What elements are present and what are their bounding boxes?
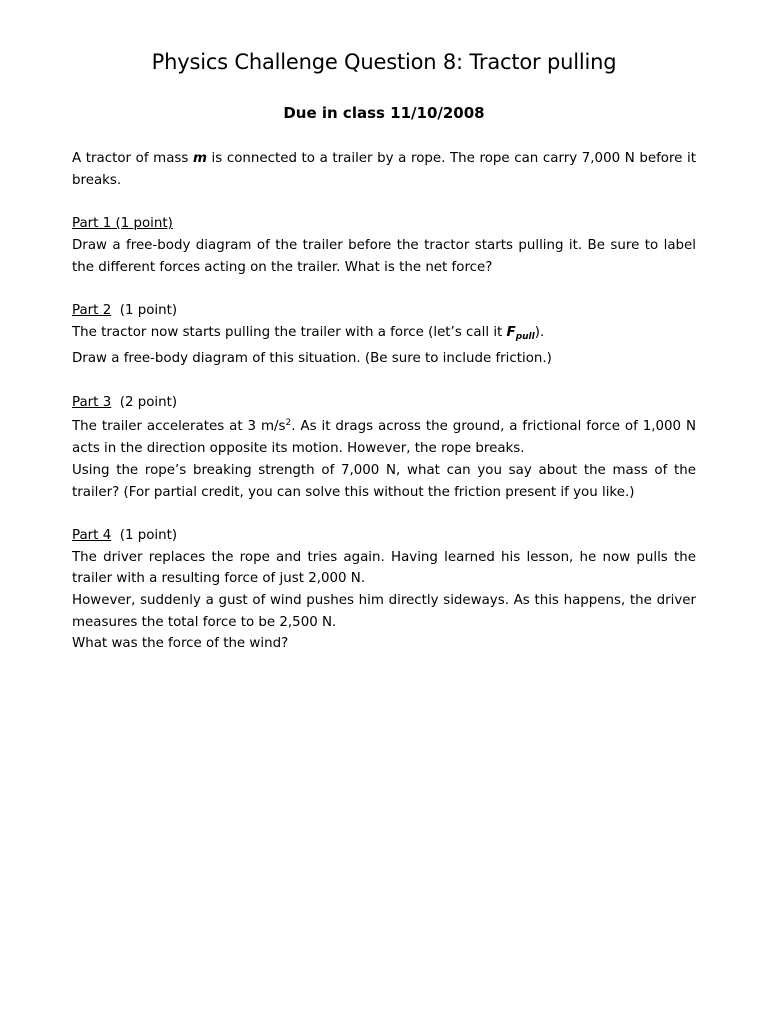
- spacer: [72, 278, 696, 300]
- part2-heading-text: Part 2: [72, 302, 112, 318]
- part2-line2: Draw a free-body diagram of this situation. (Be sure to include friction.): [72, 351, 552, 367]
- document-body: [72, 148, 696, 655]
- due-date: Due in class 11/10/2008: [283, 104, 485, 122]
- squared-superscript: 2: [285, 418, 292, 429]
- part4-heading-text: Part 4: [72, 527, 112, 543]
- mass-variable: m: [192, 151, 207, 166]
- spacer: [72, 370, 696, 392]
- part4-line2: However, suddenly a gust of wind pushes him directly sideways. As this happens, the driver measures the total force to be 2,500 N.: [72, 593, 696, 630]
- part3-line1: [72, 413, 696, 459]
- intro-paragraph: [72, 148, 696, 191]
- spacer: [72, 503, 696, 525]
- part3-line1-post: . As it drags across the ground, a frictional force of 1,000 N acts in the direction opposite its motion. However, the rope breaks.: [72, 419, 696, 457]
- force-subscript: pull: [515, 331, 535, 342]
- part1-heading-text: Part 1 (1 point): [72, 216, 173, 232]
- part2-line1: [72, 322, 696, 349]
- part2-heading: [72, 300, 696, 322]
- part2-line1-post: ).: [534, 324, 545, 340]
- part3-points: (2 point): [111, 394, 178, 410]
- part1-text: Draw a free-body diagram of the trailer before the tractor starts pulling it. Be sure to label the different forces acting on the trailer. What is the net force?: [72, 237, 696, 275]
- part4-line3: What was the force of the wind?: [72, 636, 289, 652]
- intro-text-post: is connected to a trailer by a rope. The rope can carry 7,000 N before it breaks.: [72, 151, 696, 188]
- part1-heading: [72, 213, 696, 235]
- part3-line2: Using the rope’s breaking strength of 7,000 N, what can you say about the mass of the trailer? (For partial credit, you can solve this without the friction present if you like.): [72, 462, 696, 500]
- part2-points: (1 point): [111, 302, 178, 318]
- part3-heading-text: Part 3: [72, 394, 112, 410]
- part4-heading: [72, 525, 696, 547]
- intro-text-pre: A tractor of mass: [72, 151, 193, 166]
- part4-points: (1 point): [111, 527, 178, 543]
- part3-heading: [72, 392, 696, 414]
- spacer: [72, 191, 696, 213]
- page-title: Physics Challenge Question 8: Tractor pulling: [151, 50, 617, 74]
- part2-line1-pre: The tractor now starts pulling the trailer with a force (let’s call it: [72, 324, 507, 340]
- part3-line1-pre: The trailer accelerates at 3 m/s: [72, 419, 286, 435]
- part4-line1: The driver replaces the rope and tries again. Having learned his lesson, he now pulls the trailer with a resulting force of just 2,000 N.: [72, 549, 696, 587]
- force-variable: F: [506, 324, 516, 340]
